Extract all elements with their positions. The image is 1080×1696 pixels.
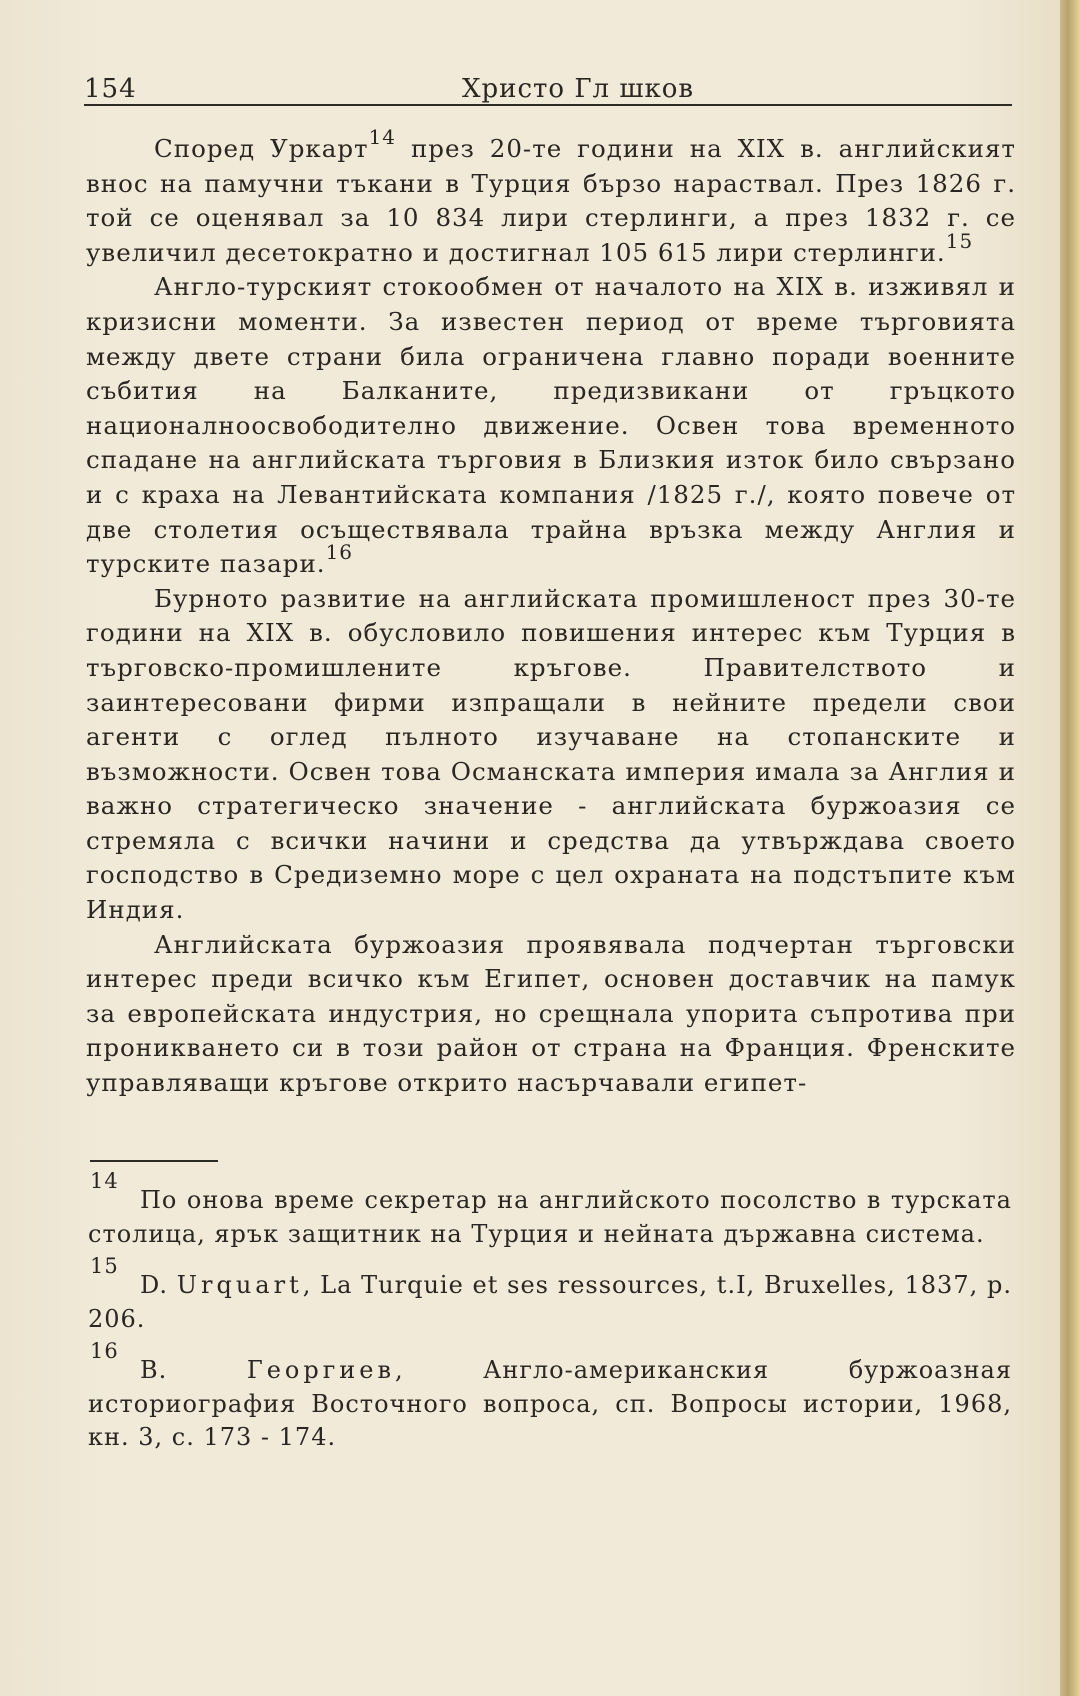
running-title: Христо Гл шков (462, 74, 695, 104)
main-text (86, 124, 1016, 1101)
footnote-ref-14: 14 (368, 124, 397, 149)
footnote-ref-16: 16 (325, 539, 354, 564)
footnote-ref-15: 15 (945, 228, 974, 253)
footnote-separator (90, 1160, 218, 1162)
paragraph-1: Според Уркарт$^{14}$ през 20-те години на XIX в. английският внос на памучни тъкани в Турция бързо нараствал. През 1826 г. той се оценявал за 10 834 лири стерлинги, а през 1832 г. се увеличил десетократно и достигнал 105 615 лири стерлинги.$^{15}$ (86, 124, 1016, 267)
footnote-15: 15 D. Urquart, La Turquie et ses ressources, t.I, Bruxelles, 1837, p. 206. (88, 1254, 1012, 1333)
page-header (84, 70, 1012, 106)
footnote-16: 16 В. Георгиев, Англо-американския буржоазная историография Восточного вопроса, сп. Вопросы истории, 1968, кн. 3, с. 173 - 174. (88, 1339, 1012, 1451)
footnote-14: 14 По онова време секретар на английското посолство в турската столица, ярък защитник на Турция и нейната държавна система. (88, 1169, 1012, 1248)
footnote-number: 14 (90, 1169, 119, 1193)
paragraph-4: Английската буржоазия проявявала подчертан търговски интерес преди всичко към Египет, основен доставчик на памук за европейската индустрия, но срещнала упорита съпротива при проникването си в този район от страна на Франция. Френските управляващи кръгове открито насърчавали египет- (86, 929, 1016, 1098)
footnote-number: 15 (90, 1254, 119, 1278)
page-edge (1060, 0, 1080, 1696)
page-number: 154 (84, 74, 137, 104)
paragraph-3: Бурното развитие на английската промишленост през 30-те години на XIX в. обусловило повишения интерес към Турция в търговско-промишлените кръгове. Правителството и заинтересовани фирми изпращали в нейните предели свои агенти с оглед пълното изучаване на стопанските и възможности. Освен това Османската империя имала за Англия и важно стратегическо значение - английската буржоазия се стремяла с всички начини и средства да утвърждава своето господство в Средиземно море с цел охраната на подстъпите към Индия. (86, 583, 1016, 925)
footnotes (88, 1170, 1012, 1459)
footnote-number: 16 (90, 1339, 119, 1363)
paragraph-2: Англо-турският стокообмен от началото на XIX в. изживял и кризисни моменти. За известен период от време търговията между двете страни била ограничена главно поради военните събития на Балканите, предизвикани от гръцкото националноосвободително движение. Освен това временното спадане на английската търговия в Близкия изток било свързано и с краха на Левантийската компания /1825 г./, която повече от две столетия осъществявала трайна връзка между Англия и турските пазари.$^{16}$ (86, 272, 1016, 579)
